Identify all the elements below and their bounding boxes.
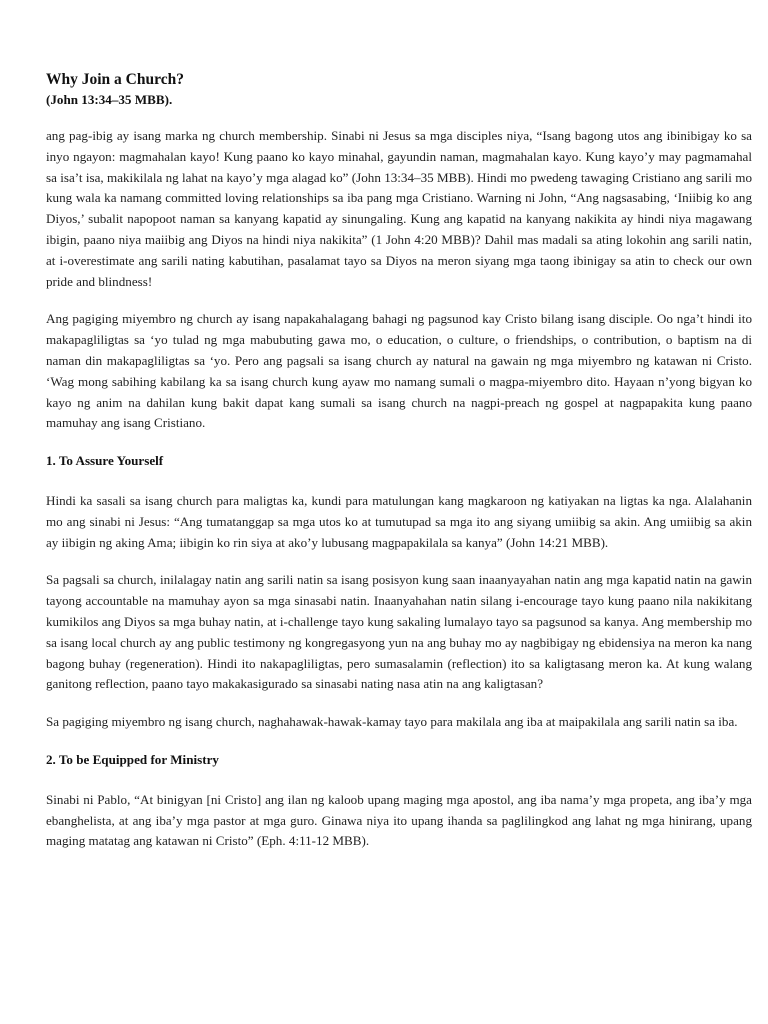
- paragraph-membership-importance: Ang pagiging miyembro ng church ay isang napakahalagang bahagi ng pagsunod kay Cristo bilang isang disciple. Oo nga’t hindi ito makapagliligtas sa ‘yo tulad ng mga mabubuting gawa mo, o education, o culture, o friendships, o contribution, o baptism na di naman din makapagliligtas sa ‘yo. Pero ang pagsali sa isang church ay natural na gawain ng mga miyembro ng katawan ni Cristo. ‘Wag mong sabihing kabilang ka sa isang church kung ayaw mo namang sumali o magpa-miyembro dito. Hayaan n’yong bigyan ko kayo ng anim na dahilan kung bakit dapat kang sumali sa isang church na nagpi-preach ng gospel at nagpapakita kung paano mamuhay ang isang Cristiano.: [46, 311, 752, 431]
- document-page: [46, 66, 752, 869]
- document-title: Why Join a Church?: [46, 71, 184, 88]
- paragraph-hand-in-hand: Sa pagiging miyembro ng isang church, naghahawak-hawak-kamay tayo para makilala ang iba at maipakilala ang sarili natin sa iba.: [46, 714, 738, 730]
- section-heading-assure-yourself: 1. To Assure Yourself: [46, 453, 164, 469]
- document-subtitle: (John 13:34–35 MBB).: [46, 92, 173, 107]
- paragraph-assurance: Hindi ka sasali sa isang church para maligtas ka, kundi para matulungan kang magkaroon ng katiyakan na ligtas ka nga. Alalahanin mo ang sinabi ni Jesus: “Ang tumatanggap sa mga utos ko at tumutupad sa mga ito ang siyang umiibig sa akin. Ang umiibig sa akin ay iibigin ng aking Ama; iibigin ko rin siya at ako’y lubusang magpapakilala sa kanya” (John 14:21 MBB).: [46, 492, 752, 550]
- paragraph-accountability: Sa pagsali sa church, inilalagay natin ang sarili natin sa isang posisyon kung saan inaanyayahan natin ang mga kapatid natin na gawin tayong accountable na mamuhay ayon sa mga sinasabi natin. Inaanyahahan natin silang i-encourage tayo kung paano nila nakikitang kumikilos ang Diyos sa mga buhay natin, at i-challenge tayo kung sakaling lumalayo tayo sa pagsunod sa kanya. Ang membership mo sa isang local church ay ang public testimony ng kongregasyong yun na ang buhay mo ay nagbibigay ng ebidensiya na meron ka nang bagong buhay (regeneration). Hindi ito nakapagliligtas, pero sumasalamin (reflection) ito sa kaligtasang meron ka. At kung walang ganitong reflection, paano tayo makakasigurado sa sinasabi nating nasa atin na ang kaligtasan?: [46, 572, 752, 692]
- paragraph-love-mark: ang pag-ibig ay isang marka ng church membership. Sinabi ni Jesus sa mga disciples niya, “Isang bagong utos ang ibinibigay ko sa inyo ngayon: magmahalan kayo! Kung paano ko kayo minahal, gayundin naman, magmahalan kayo. Kung kayo’y may pagmamahal sa isa’t isa, makikilala ng lahat na kayo’y mga alagad ko” (John 13:34–35 MBB). Hindi mo pwedeng tawaging Cristiano ang sarili mo kung wala ka namang committed loving relationships sa iba pang mga Cristiano. Warning ni John, “Ang nagsasabing, ‘Iniibig ko ang Diyos,’ subalit napopoot naman sa kanyang kapatid ay sinungaling. Kung ang kapatid na kanyang nakikita ay hindi niya magawang ibigin, paano niya maiibig ang Diyos na hindi niya nakikita” (1 John 4:20 MBB)? Dahil mas madali sa ating lokohin ang sarili natin, at i-overestimate ang sarili nating kabutihan, pasalamat tayo sa Diyos na meron siyang mga taong ibinigay sa atin to check our own pride and blindness!: [46, 128, 752, 289]
- section-heading-equipped-ministry: 2. To be Equipped for Ministry: [46, 751, 219, 767]
- paragraph-equipping: Sinabi ni Pablo, “At binigyan [ni Cristo] ang ilan ng kaloob upang maging mga apostol, ang iba nama’y mga propeta, ang iba’y mga ebanghelista, at ang iba’y mga pastor at mga guro. Ginawa niya ito upang ihanda sa paglilingkod ang lahat ng mga hinirang, upang maging matatag ang katawan ni Cristo” (Eph. 4:11-12 MBB).: [46, 791, 752, 849]
